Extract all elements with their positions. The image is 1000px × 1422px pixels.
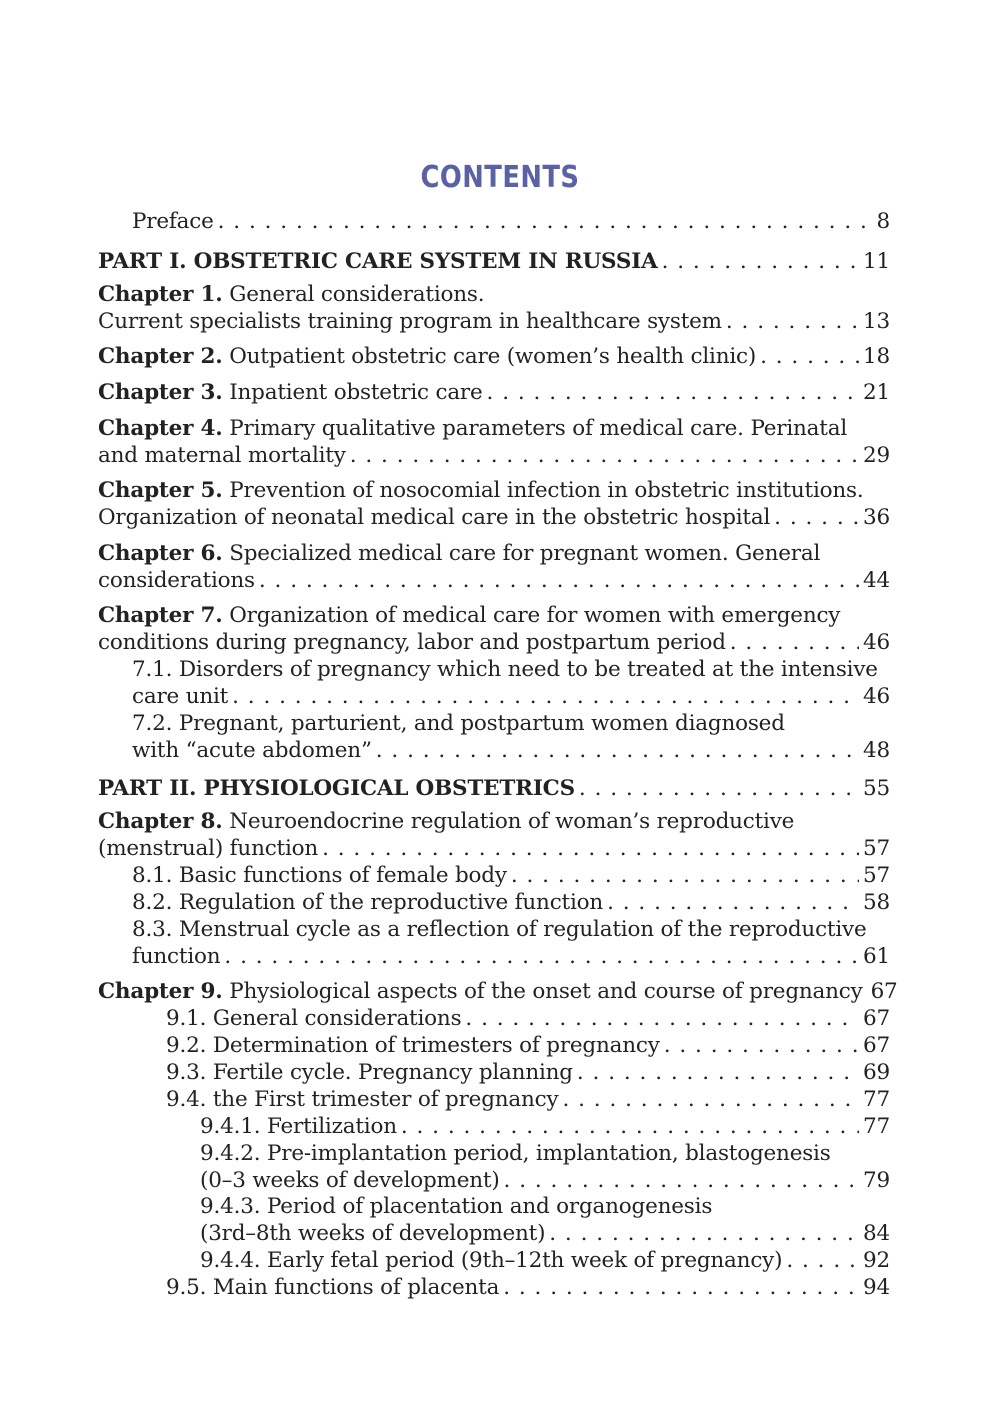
toc-entry-chapter-4-line2[interactable] xyxy=(98,442,890,470)
dot-leader xyxy=(322,835,859,863)
toc-entry-chapter-6-line2[interactable] xyxy=(98,567,890,595)
dot-leader xyxy=(760,343,859,371)
toc-entry-section-9-4-3-line1[interactable] xyxy=(200,1193,712,1221)
toc-entry-section-9-4-2-line2[interactable] xyxy=(200,1167,890,1195)
entry-text: 9.5. Main functions of placenta xyxy=(166,1275,500,1300)
toc-entry-preface[interactable] xyxy=(132,208,890,236)
toc-entry-section-8-2[interactable] xyxy=(132,889,890,917)
toc-entry-chapter-2[interactable] xyxy=(98,343,890,371)
dot-leader xyxy=(376,737,859,765)
entry-text: 9.4.3. Period of placentation and organogenesis xyxy=(200,1194,713,1219)
entry-text: Organization of medical care for women with emergency xyxy=(229,603,841,628)
page-number: 29 xyxy=(863,443,890,468)
entry-text: 9.4.4. Early fetal period (9th–12th week of pregnancy) xyxy=(200,1248,783,1273)
toc-entry-section-7-1-line2[interactable] xyxy=(132,683,890,711)
dot-leader xyxy=(786,1247,859,1275)
entry-text: 9.4.1. Fertilization xyxy=(200,1114,397,1139)
toc-entry-chapter-7-line2[interactable] xyxy=(98,629,890,657)
toc-entry-part-1[interactable] xyxy=(98,248,890,276)
entry-text: (0–3 weeks of development) xyxy=(200,1168,500,1193)
entry-text: 9.4.2. Pre-implantation period, implantation, blastogenesis xyxy=(200,1141,831,1166)
entry-text: (3rd–8th weeks of development) xyxy=(200,1221,546,1246)
chapter-label: Chapter 4. xyxy=(98,416,223,441)
entry-text: care unit xyxy=(132,684,229,709)
toc-entry-section-8-1[interactable] xyxy=(132,862,890,890)
page-number: 77 xyxy=(863,1114,890,1139)
entry-text: 8.1. Basic functions of female body xyxy=(132,863,507,888)
toc-entry-chapter-6-line1[interactable] xyxy=(98,540,820,568)
part-heading: PART II. PHYSIOLOGICAL OBSTETRICS xyxy=(98,776,575,801)
toc-entry-chapter-3[interactable] xyxy=(98,379,890,407)
dot-leader xyxy=(232,683,859,711)
entry-text: Current specialists training program in healthcare system xyxy=(98,309,722,334)
dot-leader xyxy=(487,379,859,407)
entry-text: Specialized medical care for pregnant women. General xyxy=(229,541,821,566)
page-number: 46 xyxy=(863,630,890,655)
page-number: 67 xyxy=(863,1006,890,1031)
entry-text: 9.2. Determination of trimesters of pregnancy xyxy=(166,1033,660,1058)
toc-entry-chapter-8-line2[interactable] xyxy=(98,835,890,863)
toc-entry-chapter-8-line1[interactable] xyxy=(98,808,794,836)
dot-leader xyxy=(726,308,859,336)
dot-leader xyxy=(662,248,859,276)
chapter-label: Chapter 5. xyxy=(98,478,223,503)
dot-leader xyxy=(259,567,859,595)
dot-leader xyxy=(465,1005,859,1033)
page-number: 21 xyxy=(863,380,890,405)
page-title: CONTENTS xyxy=(420,160,580,195)
toc-entry-chapter-7-line1[interactable] xyxy=(98,602,840,630)
chapter-label: Chapter 3. xyxy=(98,380,223,405)
entry-text: Prevention of nosocomial infection in obstetric institutions. xyxy=(229,478,864,503)
toc-entry-section-7-2-line1[interactable] xyxy=(132,710,785,738)
page-number: 77 xyxy=(863,1087,890,1112)
toc-entry-chapter-1-line1[interactable] xyxy=(98,281,484,309)
page-number: 92 xyxy=(863,1248,890,1273)
dot-leader xyxy=(607,889,859,917)
entry-text: 8.3. Menstrual cycle as a reflection of regulation of the reproductive xyxy=(132,917,867,942)
page-number: 11 xyxy=(863,249,890,274)
page-number: 67 xyxy=(870,979,898,1004)
entry-text: General considerations. xyxy=(229,282,485,307)
toc-entry-section-9-2[interactable] xyxy=(166,1032,890,1060)
chapter-label: Chapter 2. xyxy=(98,344,223,369)
toc-entry-section-9-4-1[interactable] xyxy=(200,1113,890,1141)
dot-leader xyxy=(511,862,859,890)
entry-text: Outpatient obstetric care (women’s health clinic) xyxy=(229,344,757,369)
toc-entry-part-2[interactable] xyxy=(98,775,890,803)
dot-leader xyxy=(218,208,873,236)
entry-text: 7.1. Disorders of pregnancy which need to be treated at the intensive xyxy=(132,657,878,682)
page-number: 84 xyxy=(863,1221,890,1246)
dot-leader xyxy=(730,629,859,657)
entry-text: 7.2. Pregnant, parturient, and postpartum women diagnosed xyxy=(132,711,785,736)
toc-entry-chapter-5-line2[interactable] xyxy=(98,504,890,532)
entry-text: 8.2. Regulation of the reproductive function xyxy=(132,890,604,915)
toc-entry-section-9-4-4[interactable] xyxy=(200,1247,890,1275)
chapter-label: Chapter 9. xyxy=(98,979,223,1004)
entry-text: conditions during pregnancy, labor and postpartum period xyxy=(98,630,726,655)
page-number: 46 xyxy=(863,684,890,709)
toc-entry-section-8-3-line1[interactable] xyxy=(132,916,867,944)
dot-leader xyxy=(774,504,859,532)
toc-entry-section-8-3-line2[interactable] xyxy=(132,943,890,971)
entry-text: function xyxy=(132,944,221,969)
entry-text: Neuroendocrine regulation of woman’s reproductive xyxy=(229,809,795,834)
entry-text: Preface xyxy=(132,209,214,234)
entry-text: Organization of neonatal medical care in the obstetric hospital xyxy=(98,505,771,530)
page-number: 13 xyxy=(863,309,890,334)
dot-leader xyxy=(562,1086,859,1114)
entry-text: (menstrual) function xyxy=(98,836,319,861)
toc-entry-section-9-3[interactable] xyxy=(166,1059,890,1087)
entry-text: 9.3. Fertile cycle. Pregnancy planning xyxy=(166,1060,573,1085)
toc-entry-section-9-4[interactable] xyxy=(166,1086,890,1114)
toc-entry-section-9-5[interactable] xyxy=(166,1274,890,1302)
page-number: 58 xyxy=(863,890,890,915)
page-number: 57 xyxy=(863,836,890,861)
chapter-label: Chapter 7. xyxy=(98,603,223,628)
entry-text: with “acute abdomen” xyxy=(132,738,372,763)
part-heading: PART I. OBSTETRIC CARE SYSTEM IN RUSSIA xyxy=(98,249,658,274)
toc-entry-chapter-1-line2[interactable] xyxy=(98,308,890,336)
entry-text: and maternal mortality xyxy=(98,443,346,468)
entry-text: Primary qualitative parameters of medical care. Perinatal xyxy=(229,416,848,441)
page-number: 44 xyxy=(863,568,890,593)
dot-leader xyxy=(401,1113,859,1141)
dot-leader xyxy=(503,1274,859,1302)
entry-text: 9.1. General considerations xyxy=(166,1006,462,1031)
chapter-label: Chapter 6. xyxy=(98,541,223,566)
page-number: 69 xyxy=(863,1060,890,1085)
toc-entry-section-9-4-3-line2[interactable] xyxy=(200,1220,890,1248)
entry-text: 9.4. the First trimester of pregnancy xyxy=(166,1087,559,1112)
dot-leader xyxy=(549,1220,859,1248)
page-number: 48 xyxy=(863,738,890,763)
page-number: 94 xyxy=(863,1275,890,1300)
chapter-label: Chapter 1. xyxy=(98,282,223,307)
page-number: 79 xyxy=(863,1168,890,1193)
chapter-label: Chapter 8. xyxy=(98,809,223,834)
page-number: 36 xyxy=(863,505,890,530)
page-number: 67 xyxy=(863,1033,890,1058)
toc-entry-section-7-2-line2[interactable] xyxy=(132,737,890,765)
toc-entry-section-9-4-2-line1[interactable] xyxy=(200,1140,831,1168)
dot-leader xyxy=(664,1032,859,1060)
page-number: 18 xyxy=(863,344,890,369)
entry-text: Inpatient obstetric care xyxy=(229,380,483,405)
toc-entry-section-7-1-line1[interactable] xyxy=(132,656,878,684)
dot-leader xyxy=(224,943,859,971)
dot-leader xyxy=(504,1167,859,1195)
toc-entry-chapter-4-line1[interactable] xyxy=(98,415,847,443)
page-number: 55 xyxy=(863,776,890,801)
dot-leader xyxy=(579,775,859,803)
toc-entry-chapter-9[interactable] xyxy=(98,978,898,1006)
dot-leader xyxy=(350,442,859,470)
page-number: 8 xyxy=(876,209,890,234)
page-number: 61 xyxy=(863,944,890,969)
dot-leader xyxy=(577,1059,859,1087)
entry-text: Physiological aspects of the onset and course of pregnancy xyxy=(229,979,863,1004)
toc-entry-section-9-1[interactable] xyxy=(166,1005,890,1033)
entry-text: considerations xyxy=(98,568,255,593)
toc-entry-chapter-5-line1[interactable] xyxy=(98,477,863,505)
page-number: 57 xyxy=(863,863,890,888)
